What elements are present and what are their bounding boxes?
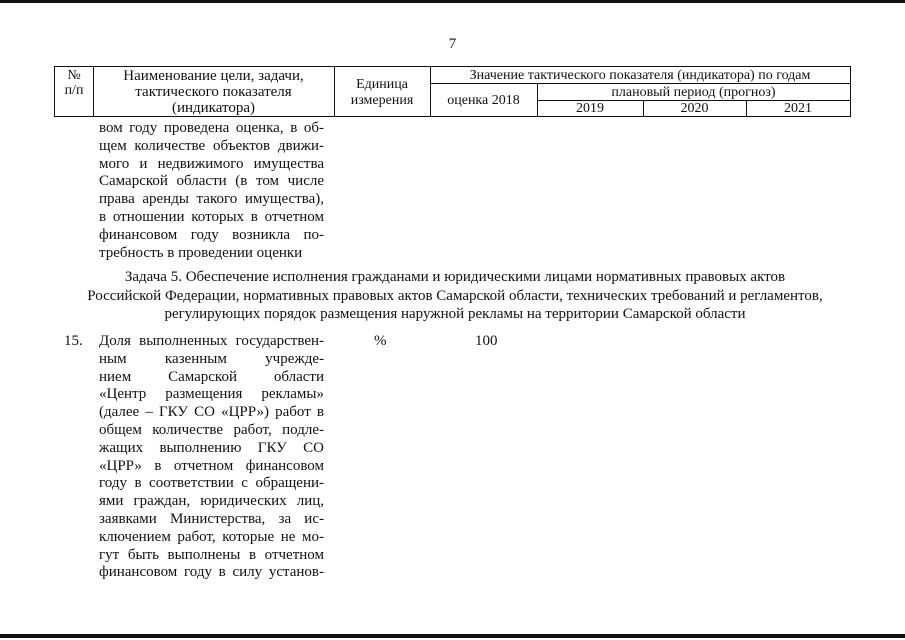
header-num-sign: № — [67, 68, 81, 83]
row15-line: общем количестве работ, подле- — [99, 421, 324, 438]
continuation-line: мого и недвижимого имущества — [99, 155, 324, 172]
row15-line: ключением работ, которые не мо- — [99, 528, 324, 545]
row15-line: (далее – ГКУ СО «ЦРР») работ в — [99, 404, 324, 421]
row15-line: нием Самарской области — [99, 368, 324, 385]
header-num-pp: п/п — [64, 83, 84, 98]
row15-line: гут быть выполнены в отчетном — [99, 546, 324, 563]
header-name-cell — [93, 68, 334, 116]
bottom-page-rule — [0, 634, 905, 638]
header-year-2019: 2019 — [576, 101, 604, 116]
table-header — [54, 66, 851, 117]
header-unit-line2: измерения — [350, 93, 414, 108]
continuation-line: требность в проведении оценки — [99, 244, 303, 261]
task-heading — [60, 268, 850, 324]
top-page-rule — [0, 0, 905, 3]
header-year-2021: 2021 — [784, 101, 812, 116]
continuation-line: вом году проведена оценка, в об- — [99, 120, 324, 136]
row15-number: 15. — [64, 333, 83, 349]
page-number: 7 — [448, 36, 457, 52]
continuation-line: в отношении которых в отчетном — [99, 208, 324, 225]
task-line1: Задача 5. Обеспечение исполнения гражданами и юридическими лицами нормативных правовых актов — [124, 269, 786, 285]
header-name-line2: тактического показателя — [135, 84, 292, 100]
task-line2: Российской Федерации, нормативных правовых актов Самарской области, технических требований и регламентов, — [87, 287, 823, 304]
header-values-title: Значение тактического показателя (индикатора) по годам — [469, 68, 811, 83]
header-num-cell — [55, 68, 93, 98]
header-name-line3: (индикатора) — [171, 100, 256, 116]
row15-line: Доля выполненных государствен- — [99, 333, 324, 349]
continuation-line: финансовом году возникла по- — [99, 226, 324, 243]
row-divider-values — [430, 83, 850, 84]
row15-description — [99, 333, 324, 582]
row15-line: ным казенным учрежде- — [99, 350, 324, 367]
continuation-line: Самарской области (в том числе — [99, 173, 324, 190]
header-unit-cell — [334, 77, 430, 109]
continuation-line: права аренды такого имущества), — [99, 191, 324, 208]
header-planned-period: плановый период (прогноз) — [611, 85, 776, 100]
header-estimate-2018: оценка 2018 — [447, 93, 520, 108]
row15-unit: % — [374, 333, 387, 349]
continuation-line: щем количестве объектов движи- — [99, 137, 324, 154]
header-unit-line1: Единица — [356, 77, 408, 92]
continuation-text — [99, 120, 324, 262]
header-year-2020: 2020 — [680, 101, 709, 116]
row15-line: ями граждан, юридических лиц, — [99, 493, 324, 510]
row15-line: году в соответствии с обращени- — [99, 475, 324, 492]
row15-line: «Центр размещения рекламы» — [99, 386, 324, 403]
task-line3: регулирующих порядок размещения наружной рекламы на территории Самарской области — [164, 306, 746, 322]
row15-line: «ЦРР» в отчетном финансовом — [99, 457, 324, 474]
row15-line: заявками Министерства, за ис- — [99, 510, 324, 527]
row15-value-2018: 100 — [475, 333, 498, 349]
row15-line: финансовом году в силу установ- — [99, 564, 324, 581]
row15-line: жащих выполнению ГКУ СО — [99, 439, 324, 456]
header-name-line1: Наименование цели, задачи, — [123, 68, 304, 84]
